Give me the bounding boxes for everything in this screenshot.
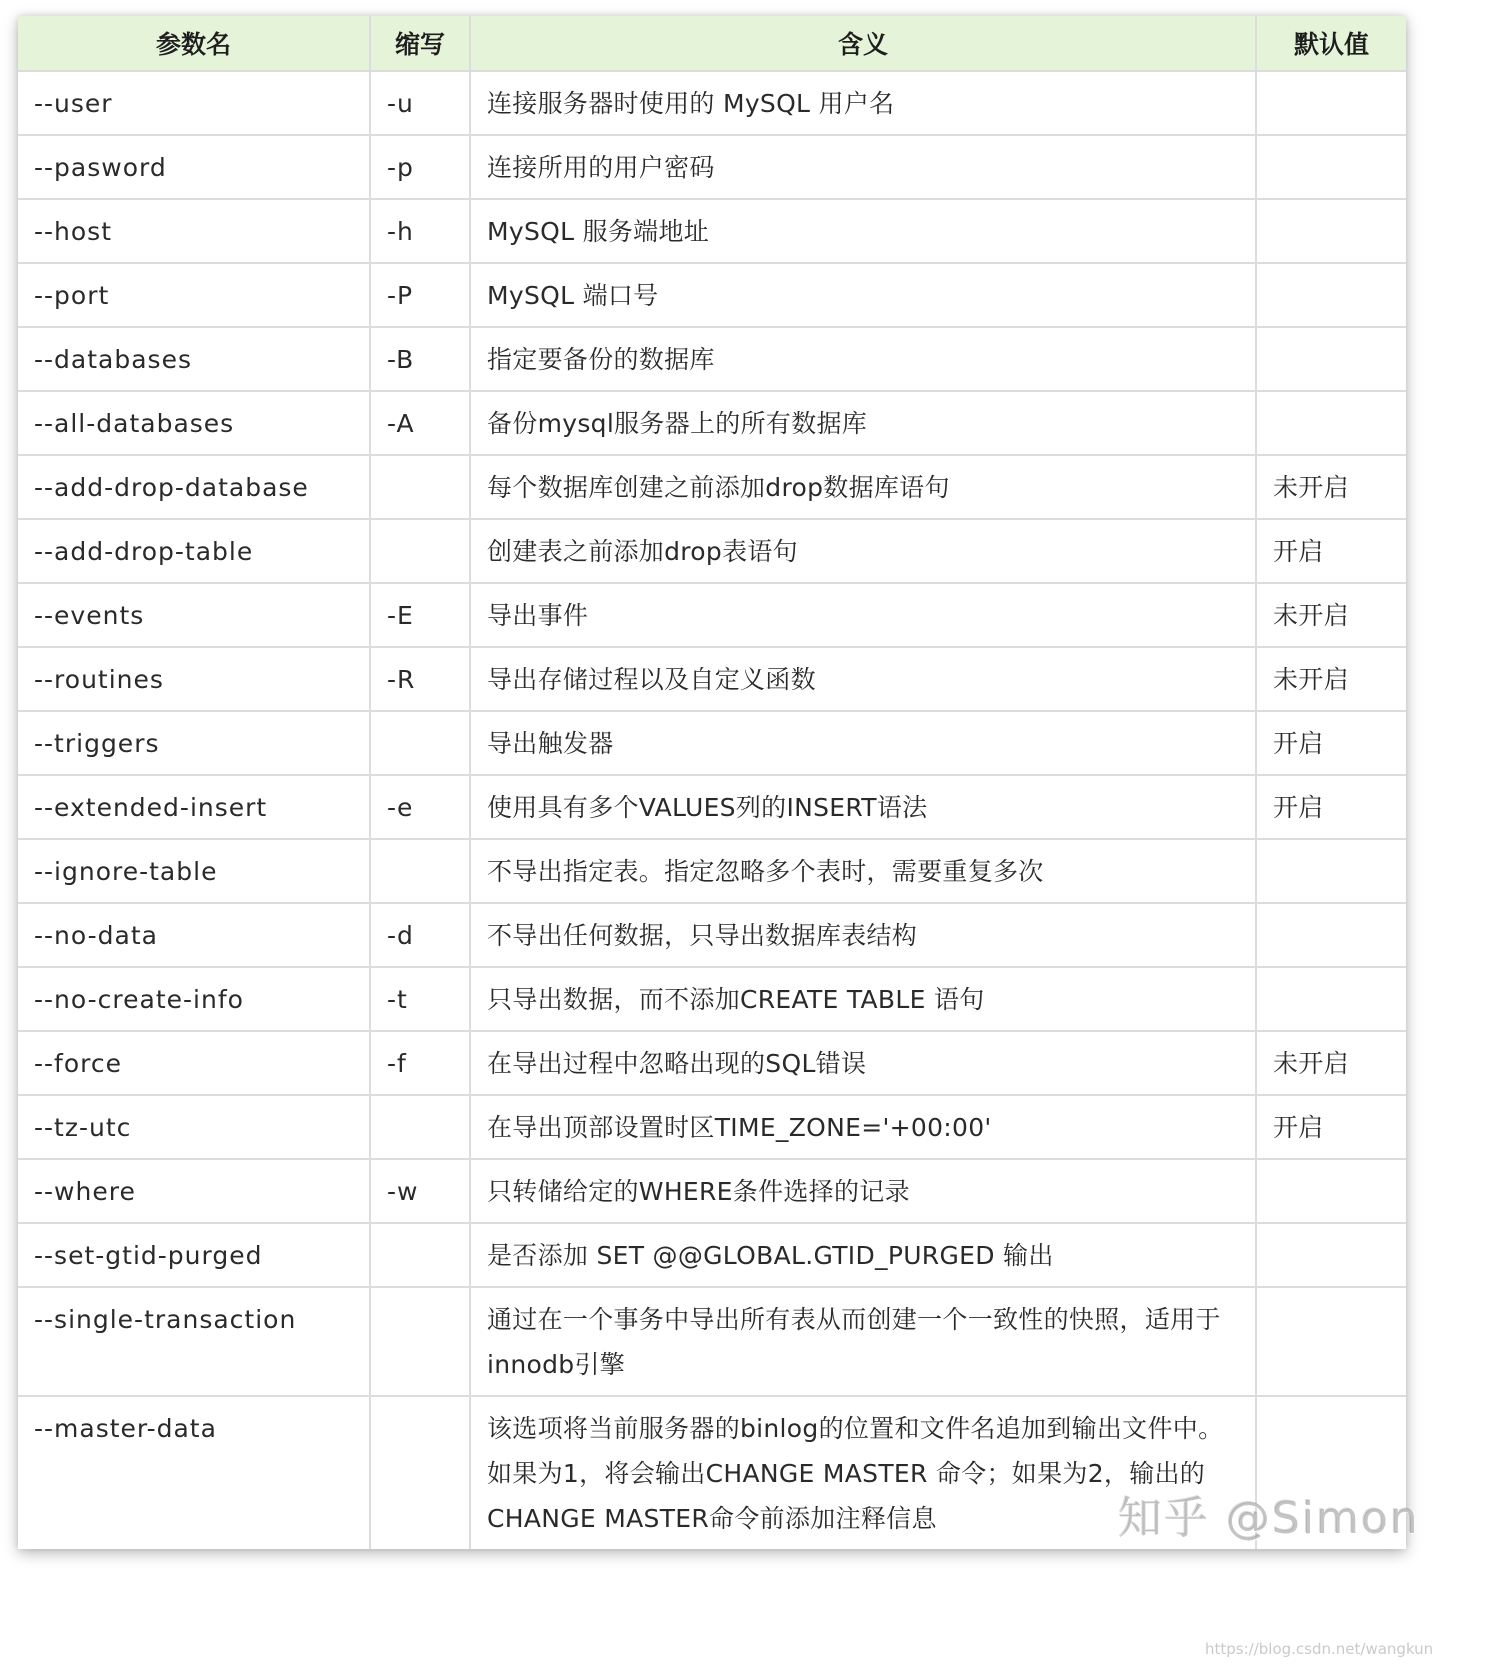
param-abbr-cell bbox=[370, 711, 470, 775]
param-name-cell: --no-data bbox=[18, 903, 370, 967]
param-default-cell bbox=[1256, 1396, 1406, 1549]
table-row bbox=[18, 263, 1406, 327]
param-name-cell: --host bbox=[18, 199, 370, 263]
param-meaning-cell: 指定要备份的数据库 bbox=[470, 327, 1256, 391]
param-meaning-cell: 通过在一个事务中导出所有表从而创建一个一致性的快照，适用于innodb引擎 bbox=[470, 1287, 1256, 1396]
table-row bbox=[18, 135, 1406, 199]
param-default-cell bbox=[1256, 327, 1406, 391]
param-name-cell: --triggers bbox=[18, 711, 370, 775]
param-meaning-cell: 备份mysql服务器上的所有数据库 bbox=[470, 391, 1256, 455]
param-abbr-cell: -w bbox=[370, 1159, 470, 1223]
param-default-cell bbox=[1256, 391, 1406, 455]
param-abbr-cell bbox=[370, 1396, 470, 1549]
param-default-cell bbox=[1256, 263, 1406, 327]
param-default-cell: 开启 bbox=[1256, 711, 1406, 775]
param-name-cell: --where bbox=[18, 1159, 370, 1223]
param-name-cell: --no-create-info bbox=[18, 967, 370, 1031]
param-default-cell: 未开启 bbox=[1256, 455, 1406, 519]
param-default-cell bbox=[1256, 839, 1406, 903]
table-row bbox=[18, 775, 1406, 839]
table-row bbox=[18, 967, 1406, 1031]
param-default-cell bbox=[1256, 967, 1406, 1031]
param-abbr-cell bbox=[370, 1223, 470, 1287]
table-row bbox=[18, 1396, 1406, 1549]
param-abbr-cell: -u bbox=[370, 71, 470, 135]
table-row bbox=[18, 327, 1406, 391]
param-meaning-cell: 在导出顶部设置时区TIME_ZONE='+00:00' bbox=[470, 1095, 1256, 1159]
param-meaning-cell: 不导出指定表。指定忽略多个表时，需要重复多次 bbox=[470, 839, 1256, 903]
param-default-cell bbox=[1256, 135, 1406, 199]
table-row bbox=[18, 1223, 1406, 1287]
param-abbr-cell: -p bbox=[370, 135, 470, 199]
table-row bbox=[18, 647, 1406, 711]
table-row bbox=[18, 71, 1406, 135]
param-abbr-cell: -P bbox=[370, 263, 470, 327]
param-abbr-cell bbox=[370, 839, 470, 903]
table-row bbox=[18, 1031, 1406, 1095]
table-row bbox=[18, 1159, 1406, 1223]
param-meaning-cell: MySQL 服务端地址 bbox=[470, 199, 1256, 263]
param-default-cell bbox=[1256, 903, 1406, 967]
param-name-cell: --port bbox=[18, 263, 370, 327]
param-meaning-cell: 连接所用的用户密码 bbox=[470, 135, 1256, 199]
table-row bbox=[18, 455, 1406, 519]
param-meaning-cell: 导出触发器 bbox=[470, 711, 1256, 775]
param-abbr-cell: -t bbox=[370, 967, 470, 1031]
param-default-cell bbox=[1256, 71, 1406, 135]
param-name-cell: --user bbox=[18, 71, 370, 135]
param-meaning-cell: MySQL 端口号 bbox=[470, 263, 1256, 327]
url-watermark: https://blog.csdn.net/wangkun bbox=[1205, 1640, 1434, 1658]
table-row bbox=[18, 391, 1406, 455]
param-name-cell: --events bbox=[18, 583, 370, 647]
param-abbr-cell: -A bbox=[370, 391, 470, 455]
header-meaning: 含义 bbox=[470, 16, 1256, 71]
param-abbr-cell: -f bbox=[370, 1031, 470, 1095]
table-row bbox=[18, 711, 1406, 775]
param-meaning-cell: 使用具有多个VALUES列的INSERT语法 bbox=[470, 775, 1256, 839]
param-meaning-cell: 导出事件 bbox=[470, 583, 1256, 647]
params-table-card bbox=[18, 16, 1406, 1549]
param-name-cell: --set-gtid-purged bbox=[18, 1223, 370, 1287]
table-row bbox=[18, 1287, 1406, 1396]
param-default-cell: 开启 bbox=[1256, 1095, 1406, 1159]
param-meaning-cell: 不导出任何数据，只导出数据库表结构 bbox=[470, 903, 1256, 967]
param-meaning-cell: 该选项将当前服务器的binlog的位置和文件名追加到输出文件中。如果为1，将会输出CHANGE MASTER 命令；如果为2，输出的CHANGE MASTER命令前添加注释信息 bbox=[470, 1396, 1256, 1549]
zhihu-watermark: 知乎 @Simon bbox=[1118, 1493, 1420, 1544]
param-default-cell bbox=[1256, 1287, 1406, 1396]
param-abbr-cell: -R bbox=[370, 647, 470, 711]
param-meaning-cell: 只转储给定的WHERE条件选择的记录 bbox=[470, 1159, 1256, 1223]
param-name-cell: --extended-insert bbox=[18, 775, 370, 839]
table-row bbox=[18, 519, 1406, 583]
param-meaning-cell: 只导出数据，而不添加CREATE TABLE 语句 bbox=[470, 967, 1256, 1031]
param-meaning-cell: 连接服务器时使用的 MySQL 用户名 bbox=[470, 71, 1256, 135]
param-name-cell: --master-data bbox=[18, 1396, 370, 1549]
param-abbr-cell bbox=[370, 1287, 470, 1396]
param-default-cell bbox=[1256, 1223, 1406, 1287]
param-abbr-cell: -d bbox=[370, 903, 470, 967]
param-default-cell: 未开启 bbox=[1256, 647, 1406, 711]
table-row bbox=[18, 583, 1406, 647]
param-abbr-cell: -e bbox=[370, 775, 470, 839]
table-row bbox=[18, 1095, 1406, 1159]
param-name-cell: --single-transaction bbox=[18, 1287, 370, 1396]
table-header-row bbox=[18, 16, 1406, 71]
mysqldump-params-table bbox=[18, 16, 1406, 1549]
header-default: 默认值 bbox=[1256, 16, 1406, 71]
param-name-cell: --add-drop-table bbox=[18, 519, 370, 583]
param-name-cell: --databases bbox=[18, 327, 370, 391]
param-abbr-cell bbox=[370, 519, 470, 583]
param-default-cell bbox=[1256, 199, 1406, 263]
param-name-cell: --routines bbox=[18, 647, 370, 711]
param-abbr-cell: -E bbox=[370, 583, 470, 647]
param-abbr-cell: -h bbox=[370, 199, 470, 263]
param-meaning-cell: 创建表之前添加drop表语句 bbox=[470, 519, 1256, 583]
header-param-name: 参数名 bbox=[18, 16, 370, 71]
param-default-cell: 开启 bbox=[1256, 775, 1406, 839]
param-name-cell: --all-databases bbox=[18, 391, 370, 455]
table-row bbox=[18, 199, 1406, 263]
param-default-cell: 未开启 bbox=[1256, 1031, 1406, 1095]
param-name-cell: --force bbox=[18, 1031, 370, 1095]
param-name-cell: --pasword bbox=[18, 135, 370, 199]
param-meaning-cell: 导出存储过程以及自定义函数 bbox=[470, 647, 1256, 711]
param-meaning-cell: 是否添加 SET @@GLOBAL.GTID_PURGED 输出 bbox=[470, 1223, 1256, 1287]
table-row bbox=[18, 839, 1406, 903]
param-meaning-cell: 每个数据库创建之前添加drop数据库语句 bbox=[470, 455, 1256, 519]
param-default-cell: 开启 bbox=[1256, 519, 1406, 583]
param-meaning-cell: 在导出过程中忽略出现的SQL错误 bbox=[470, 1031, 1256, 1095]
header-abbr: 缩写 bbox=[370, 16, 470, 71]
param-default-cell: 未开启 bbox=[1256, 583, 1406, 647]
param-name-cell: --add-drop-database bbox=[18, 455, 370, 519]
param-abbr-cell bbox=[370, 455, 470, 519]
param-default-cell bbox=[1256, 1159, 1406, 1223]
param-abbr-cell: -B bbox=[370, 327, 470, 391]
param-name-cell: --ignore-table bbox=[18, 839, 370, 903]
param-name-cell: --tz-utc bbox=[18, 1095, 370, 1159]
param-abbr-cell bbox=[370, 1095, 470, 1159]
table-row bbox=[18, 903, 1406, 967]
